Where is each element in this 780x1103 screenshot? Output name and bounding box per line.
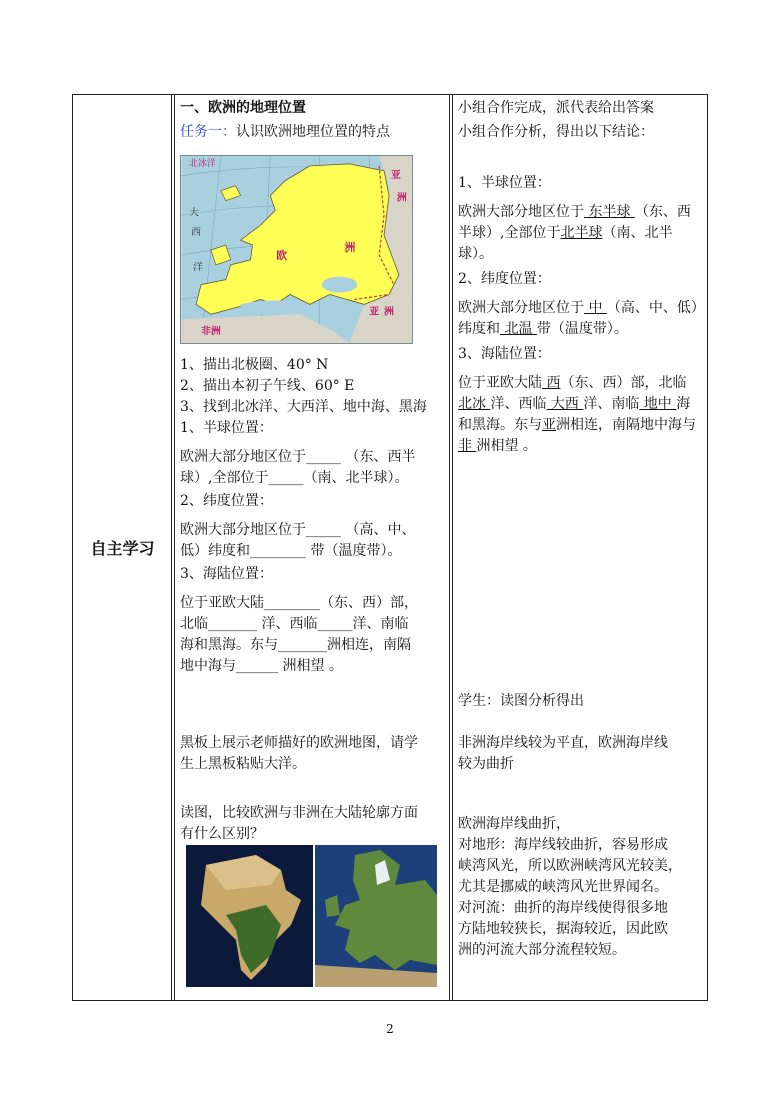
student-column [458, 98, 702, 143]
text: （高、中、低）纬度和 [458, 300, 698, 337]
a3-title: 3、海陆位置： [458, 346, 551, 362]
column-divider [449, 94, 450, 1001]
student-note: 学生：读图分析得出 [458, 693, 584, 709]
board-line: 生上黑板粘贴大洋。 [180, 756, 306, 772]
column-divider [452, 94, 453, 1001]
row-label: 自主学习 [90, 539, 155, 558]
answer-west-ocean: 大西 [546, 396, 584, 412]
coast-line: 较为曲折 [458, 756, 514, 772]
map-label-asia: 亚 [390, 169, 401, 181]
analysis-line: 方陆地较狭长，据海较近，因此欧 [458, 921, 668, 937]
answer-hemisphere: 东半球 [584, 204, 635, 220]
step-2: 2、描出本初子午线、60° E [180, 378, 355, 394]
answer-south-sea: 地中 [639, 396, 677, 412]
a1-title: 1、半球位置： [458, 175, 551, 191]
q2-line: 低）纬度和________ 带（温度带）。 [180, 543, 402, 559]
q1-line: 球）,全部位于_____（南、北半球）。 [180, 470, 409, 486]
q1-title: 1、半球位置： [180, 420, 273, 436]
answer-zone: 北温 [500, 321, 537, 337]
task-text: 认识欧洲地理位置的特点 [236, 124, 390, 140]
text: 洋、南临 [583, 396, 640, 412]
section-heading: 一、欧洲的地理位置 [180, 100, 306, 116]
compare-line: 读图，比较欧洲与非洲在大陆轮廓方面 [180, 805, 418, 821]
teacher-column [180, 98, 446, 143]
q3-line: 地中海与______ 洲相望 。 [180, 658, 343, 674]
map-label-arctic: 北冰洋 [189, 158, 216, 169]
answer-facing-continent: 非 [458, 438, 477, 454]
map-label-europe: 欧 [276, 248, 288, 262]
a3-text [458, 373, 702, 457]
answer-side: 西 [542, 375, 561, 391]
text: 洲相连，南隔地中海与 [556, 417, 696, 433]
answer-hemisphere-ns: 北半球 [560, 225, 603, 241]
analysis-line: 欧洲海岸线曲折， [458, 816, 570, 832]
a2-title: 2、纬度位置： [458, 271, 551, 287]
compare-question [180, 803, 446, 845]
answer-east-continent: 亚 [542, 417, 556, 433]
text: （南、北半球）。 [458, 225, 673, 262]
map-label-atlantic: 洋 [193, 261, 203, 273]
a2-text [458, 298, 702, 340]
europe-coast-analysis [458, 814, 702, 961]
analysis-line: 对地形：海岸线较曲折，容易形成 [458, 837, 668, 853]
text: （东、西）部，北临 [560, 375, 687, 391]
map-label-atlantic: 大 [189, 207, 200, 219]
text: 位于亚欧大陆 [458, 375, 542, 391]
task-line [180, 122, 446, 143]
step-1: 1、描出北极圈、40° N [180, 357, 329, 373]
column-divider [171, 94, 172, 1001]
europe-satellite-image [315, 845, 437, 987]
text: 欧洲大部分地区位于 [458, 300, 584, 316]
q2-line: 欧洲大部分地区位于_____ （高、中、 [180, 522, 416, 538]
q3-line: 海和黑海。东与_______洲相连，南隔 [180, 637, 411, 653]
group-line: 小组合作完成，派代表给出答案 [458, 100, 654, 116]
q3-title: 3、海陆位置： [180, 566, 273, 582]
q3-line: 北临_______ 洋、西临_____洋、南临 [180, 616, 409, 632]
text: 欧洲大部分地区位于 [458, 204, 584, 220]
a1-text [458, 202, 702, 265]
analysis-line: 尤其是挪威的峡湾风光世界闻名。 [458, 879, 668, 895]
q3-line: 位于亚欧大陆________（东、西）部， [180, 595, 418, 611]
column-divider [174, 94, 175, 1001]
answers [458, 173, 702, 457]
teacher-tasks [180, 355, 446, 677]
step-3: 3、找到北冰洋、大西洋、地中海、黑海 [180, 399, 427, 415]
text: （东、西半球）,全部位于 [458, 204, 691, 241]
coast-line: 非洲海岸线较为平直，欧洲海岸线 [458, 735, 668, 751]
map-label-africa: 非洲 [201, 326, 221, 338]
analysis-line: 峡湾风光，所以欧洲峡湾风光较美， [458, 858, 682, 874]
map-label-atlantic: 西 [191, 227, 202, 239]
analysis-line: 对河流：曲折的海岸线使得很多地 [458, 900, 668, 916]
compare-line: 有什么区别？ [180, 826, 264, 842]
analysis-line: 洲的河流大部分流程较短。 [458, 942, 626, 958]
text: 带（温度带）。 [536, 321, 628, 337]
q2-title: 2、纬度位置： [180, 493, 273, 509]
map-label-europe: 洲 [344, 240, 356, 254]
answer-latitude: 中 [584, 300, 607, 316]
page-number: 2 [386, 1022, 394, 1036]
q1-line: 欧洲大部分地区位于_____ （东、西半 [180, 449, 416, 465]
black-sea [322, 277, 358, 293]
europe-map [180, 155, 413, 344]
map-label-asia: 亚 [369, 306, 380, 318]
coastline-conclusion [458, 733, 702, 775]
board-note [180, 733, 446, 775]
map-label-asia: 洲 [384, 306, 394, 318]
text: 洋、西临 [490, 396, 547, 412]
board-line: 黑板上展示老师描好的欧洲地图，请学 [180, 735, 418, 751]
africa-satellite-image [186, 845, 313, 987]
map-label-asia: 洲 [396, 192, 407, 204]
group-line: 小组合作分析，得出以下结论： [458, 124, 654, 140]
answer-north-ocean: 北冰 [458, 396, 491, 412]
text: 洲相望 。 [476, 438, 537, 454]
task-label: 任务一： [180, 124, 236, 140]
text: 海和黑海。东与 [458, 396, 691, 433]
